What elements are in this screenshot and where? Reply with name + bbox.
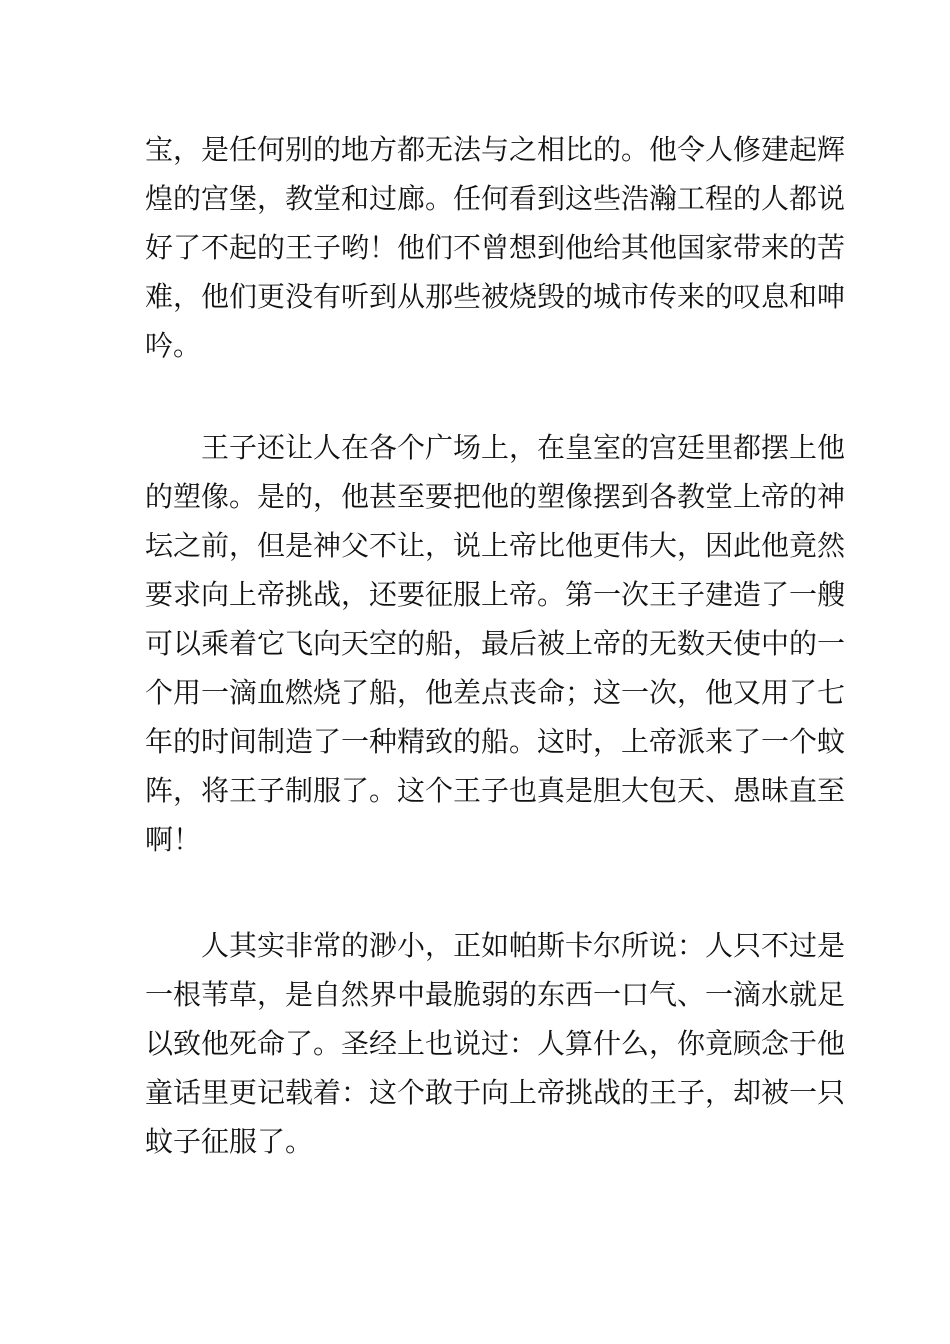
paragraph-line: 坛之前，但是神父不让，说上帝比他更伟大，因此他竟然 xyxy=(145,529,846,562)
paragraph-line: 啊！ xyxy=(145,823,202,856)
paragraph-line: 的塑像。是的，他甚至要把他的塑像摆到各教堂上帝的神 xyxy=(145,480,846,513)
paragraph-line: 个用一滴血燃烧了船，他差点丧命；这一次，他又用了七 xyxy=(145,676,846,709)
paragraph-line: 一根苇草，是自然界中最脆弱的东西一口气、一滴水就足 xyxy=(145,978,846,1011)
paragraph-line: 年的时间制造了一种精致的船。这时，上帝派来了一个蚊 xyxy=(145,725,846,758)
paragraph-line: 难，他们更没有听到从那些被烧毁的城市传来的叹息和呻 xyxy=(145,280,846,313)
paragraph-line: 可以乘着它飞向天空的船，最后被上帝的无数天使中的一 xyxy=(145,627,846,660)
paragraph-line: 王子还让人在各个广场上，在皇室的宫廷里都摆上他 xyxy=(201,431,846,464)
paragraph-line: 童话里更记载着：这个敢于向上帝挑战的王子，却被一只 xyxy=(145,1076,846,1109)
paragraph-line: 好了不起的王子哟！他们不曾想到他给其他国家带来的苦 xyxy=(145,231,846,264)
paragraph-line: 要求向上帝挑战，还要征服上帝。第一次王子建造了一艘 xyxy=(145,578,846,611)
paragraph-line: 宝，是任何别的地方都无法与之相比的。他令人修建起辉 xyxy=(145,133,846,166)
paragraph-line: 吟。 xyxy=(145,329,202,362)
paragraph-line: 以致他死命了。圣经上也说过：人算什么，你竟顾念于他 xyxy=(145,1027,846,1060)
paragraph-line: 阵，将王子制服了。这个王子也真是胆大包天、愚昧直至 xyxy=(145,774,846,807)
paragraph-line: 蚊子征服了。 xyxy=(145,1125,314,1158)
paragraph-line: 煌的宫堡，教堂和过廊。任何看到这些浩瀚工程的人都说 xyxy=(145,182,846,215)
paragraph-line: 人其实非常的渺小，正如帕斯卡尔所说：人只不过是 xyxy=(201,929,846,962)
